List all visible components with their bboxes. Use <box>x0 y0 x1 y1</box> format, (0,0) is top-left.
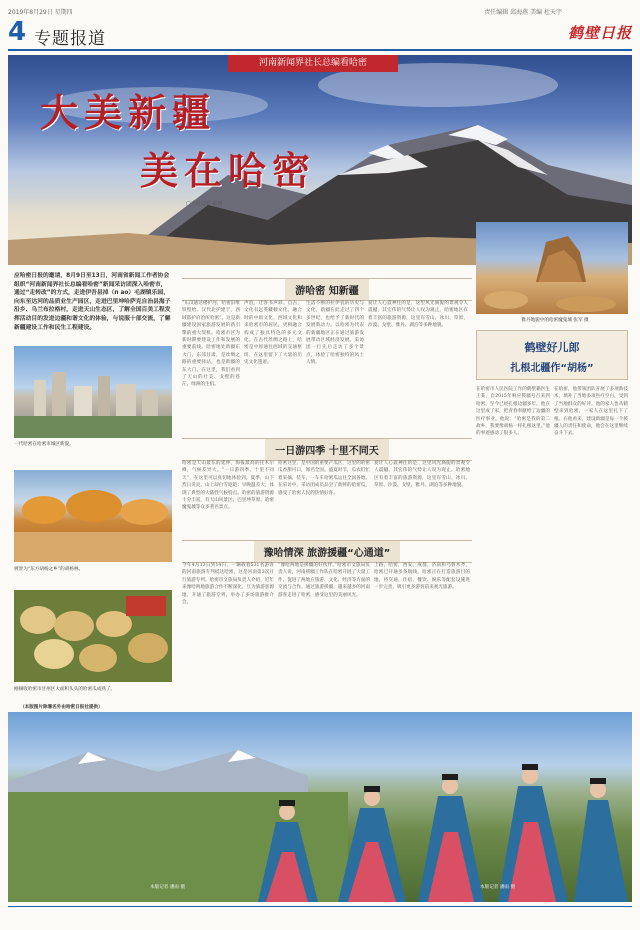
city-caption: 一代哈密在哈密市城区新貌。 <box>14 442 74 447</box>
poplar-caption: 被誉为“东方胡杨之乡”的胡杨林。 <box>14 567 84 572</box>
article-col-b: 声浪，迁客书声彩。自古，文化有远英藏顿文化，融合时的中原文化，西域文化和来哈密市的居民，更相融合构成了独具特色的多元文化。在古代丝绸之路上，哈密是中原通往西域的交通枢纽，在这里留下了大量的历史文化遗迹。 <box>244 301 302 366</box>
section-heading-3 <box>182 540 472 563</box>
article-col-c: 生活不断的拉伊犹的历史与文化，新疆在此走过了四个多世纪，也给予了新时代的发展新动力。以哈密为代表的新疆地区正在通过旅游发展带动区域经济发展。采访团一行先后走访了多个景点，体验了哈密独特的风土人情。 <box>306 301 364 366</box>
bottom-right-credit: 本版记者 潘雨 摄 <box>480 885 516 890</box>
lead-paragraph: 应哈密日报的邀请，8月9日至13日，河南省新闻工作者协会组织“河南新闻界社长总编看哈密”新闻采访团深入哈密市，通过“走转改”的方式，走进伊吾县淖（n ao）毛湖镇乐园，向东至达河的品质业生产园区，走进巴里坤哈萨克自治县海子沿乡、乌兰布拉格村，走进天山生态区，了解全国百美工程发挥活动目的发进边疆和谐文化的体验，与说服十部交流，了解新疆建设工作和民生工程建设。 <box>14 273 171 331</box>
melon-photo <box>14 590 172 682</box>
bottom-panorama <box>8 712 632 902</box>
article-col-f2: 爱让人心震神往的是，这里风光旖旎的景观令人震撼，其宏伟的气势让人叹为观止。哈密地区有着丰富的旅游资源，这里有雪山、冰川、草原、沙漠、戈壁、雅丹、湖泊等多种地貌。 <box>374 461 470 489</box>
yardang-photo <box>476 222 628 314</box>
side-feature-heading <box>476 330 628 380</box>
article-col-g: 今年4月13日到14日，一辆载着531名游客的河南旅游专列抵达哈密，这是河南第3次开行旅游专列。哈密市文旅局负责人介绍，近年来豫哈两地旅游合作不断深化，互为旅游客源地，开通了旅游专列，举办了多场旅游推介会。 <box>182 563 274 606</box>
city-photo <box>14 346 172 438</box>
side-feature-col-1: 在哈密市人民医院工作的鹤壁籍医生王某，自2015年响应援疆号召来到哈密，至今已经扎根边疆多年。他在这里成了家，把青春奉献给了边疆的医疗事业。他说：“哈密是我的第二故乡，我要像胡杨一样扎根这里。”他的事迹感动了很多人。 <box>476 387 550 437</box>
section-heading-1-text: 游哈密 知新疆 <box>285 279 368 300</box>
article-col-h: “豫哈两地是援疆的好伙伴。”哈密市文旅局负责人说，河南援疆工作队在哈密开展了大量工作，促进了两地在旅游、文化、经济等方面的交流与合作。通过旅游援疆，越来越多的河南游客走进了哈密，感受这里的美丽风光。 <box>278 563 370 598</box>
poplar-forest-photo <box>14 470 172 562</box>
section-heading-1 <box>182 278 472 301</box>
date-line: 2019年8月29日 星期四 <box>8 9 73 16</box>
section-heading-3-text: 豫哈情深 旅游援疆“心通道” <box>254 541 401 562</box>
footer-rule <box>8 906 632 907</box>
melon-caption: 刚摘收哈密市甘州区大面积头头的哈密瓜成熟了。 <box>14 687 116 692</box>
newspaper-brand: 鹤壁日报 <box>567 24 632 42</box>
article-col-i: 上路，哈密，西安、成都、济南和乌鲁木齐，哈密已开通多条航线。哈密正在打造旅游目的地，将交通、住宿、餐饮、娱乐等配套设施进一步完善，吸引更多游客前来观光旅游。 <box>374 563 470 591</box>
side-feature-col-2: 在哈密，他带领团队开展了多项新技术，填补了当地多项医疗空白，受到了当地群众的好评。他的家人也从鹤壁来到哈密，一家人在这里扎下了根。在他看来，建设新疆是每一个援疆人的责任和使命，他会在这里继续奋斗下去。 <box>554 387 628 437</box>
hero-credit: □本报记者 靳朝 <box>186 201 223 207</box>
yardang-caption: 雅丹地貌中的哈密魔鬼城 张军 摄 <box>521 318 589 323</box>
article-col-f: 哈密这里，是中国的重要产瓜区，这里的哈密瓜香甜可口，闻名全国。盛夏时节，瓜农们忙着采摘、装车，一车车哈密瓜运往全国各地。在采访中，采访团成员品尝了新鲜的哈密瓜，感受了哈密人民的热情好客。 <box>278 461 370 496</box>
section-heading-2 <box>182 438 472 461</box>
bottom-left-credit: 本版记者 潘雨 摄 <box>150 885 186 890</box>
editor-line: 责任编辑 邱海燕 美编 杜天宇 <box>484 9 562 16</box>
article-col-e: 哈密是天山最东的延伸，海拔最高的托木尔峰，气候差异大。“一日游四季、十里不同天”，在这里可以真切地体验到。夏季，山下烈日炎炎，山上却白雪皑皑；早晚温差大，体现了典型的大陆性气候特点。哈密的旅游资源十分丰富，有天山风景区、巴里坤草原、哈密魔鬼城等众多著名景点。 <box>182 461 274 511</box>
section-heading-2-text: 一日游四季 十里不同天 <box>265 439 388 460</box>
hero-banner: 河南新闻界社长总编看哈密 <box>228 55 398 72</box>
hero-title-line2: 美在哈密 <box>140 148 317 193</box>
side-feature-title-2: 扎根北疆作“胡杨” <box>510 363 594 374</box>
article-col-a: “东汉通达楼护河，哈密旧维铁壁给、汉代北护建于，西域都护府治所哈密”。这是新疆建设国家旅游发展的新引擎的重大契机。哈密市区为新时期要建设工作和发展的重要前线。哈密地处新疆东大门，东邻甘肃，是丝绸之路的重要驿站，也是新疆的东大门。在这里，我们看到了天山的壮美、戈壁的苍茫、绿洲的生机。 <box>182 301 240 388</box>
article-col-d: 爱让人心震神往的是，这里风光旖旎的景观令人震撼，其宏伟的气势让人叹为观止。哈密地区有着丰富的旅游资源，这里有雪山、冰川、草原、沙漠、戈壁、雅丹、湖泊等多种地貌。 <box>368 301 468 329</box>
photo-credit-note: （本版图片除署名外由哈密日报社提供） <box>20 705 103 710</box>
side-feature-title-1: 鹤壁好儿郎 <box>524 341 580 354</box>
top-info-line <box>8 3 632 17</box>
section-title: 专题报道 <box>34 29 106 49</box>
page-number: 4 <box>8 17 27 47</box>
header-rule <box>8 49 632 51</box>
hero-title-line1: 大美新疆 <box>40 90 217 135</box>
